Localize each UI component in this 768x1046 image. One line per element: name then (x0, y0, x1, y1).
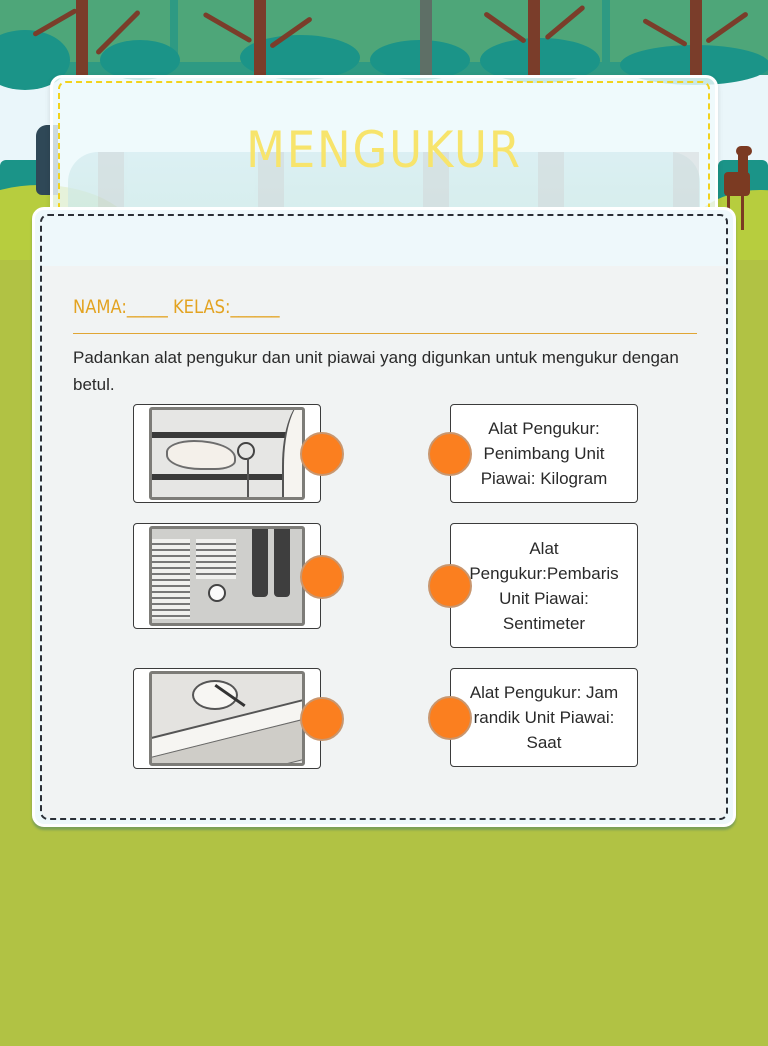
tree-trunk (76, 0, 88, 75)
instructions-text: Padankan alat pengukur dan unit piawai yang digunkan untuk mengukur dengan betul. (73, 348, 679, 394)
books-stack-sketch (152, 539, 190, 619)
title-banner-dashed-border (58, 81, 710, 222)
right-item-penimbang[interactable] (450, 404, 638, 503)
name-class-line: NAMA:_____ KELAS:______ (73, 296, 280, 318)
right-item-label: Alat Pengukur:Pembaris Unit Piawai: Sentimeter (469, 538, 619, 633)
tree-trunk (690, 0, 702, 75)
pool-lane-line (152, 432, 302, 438)
weighing-scale-image (149, 526, 305, 626)
left-item-scale[interactable] (133, 523, 321, 629)
stopwatch-cord (247, 458, 249, 498)
right-connector-dot-1[interactable] (428, 432, 472, 476)
deer-leg (741, 194, 744, 230)
right-connector-dot-2[interactable] (428, 564, 472, 608)
left-connector-dot-1[interactable] (300, 432, 344, 476)
tree-trunk (420, 0, 432, 75)
tree-trunk (254, 0, 266, 75)
books-stack-sketch (196, 539, 236, 579)
right-item-label: Alat Pengukur: Penimbang Unit Piawai: Kilogram (480, 419, 608, 488)
tree-trunk (528, 0, 540, 75)
swimmer-sketch (166, 440, 236, 470)
deer-head (736, 146, 752, 156)
scale-dial-icon (208, 584, 226, 602)
tree-canopy (0, 0, 768, 75)
divider (73, 333, 697, 334)
right-item-pembaris[interactable] (450, 523, 638, 648)
foliage (100, 40, 180, 80)
left-connector-dot-3[interactable] (300, 697, 344, 741)
pool-lane-line (152, 474, 302, 480)
left-connector-dot-2[interactable] (300, 555, 344, 599)
left-item-stopwatch[interactable] (133, 404, 321, 503)
leg-sketch (252, 526, 268, 597)
right-item-jam-randik[interactable] (450, 668, 638, 767)
stopwatch-icon (237, 442, 255, 460)
title-banner (50, 75, 718, 225)
right-item-label: Alat Pengukur: Jam randik Unit Piawai: Saat (469, 683, 619, 752)
leg-sketch (274, 526, 290, 597)
left-item-ruler[interactable] (133, 668, 321, 769)
worksheet-card (32, 207, 736, 827)
right-connector-dot-3[interactable] (428, 696, 472, 740)
ruler-measuring-image (149, 671, 305, 766)
page-title: MENGUKUR (246, 121, 522, 179)
stopwatch-swimmer-image (149, 407, 305, 500)
